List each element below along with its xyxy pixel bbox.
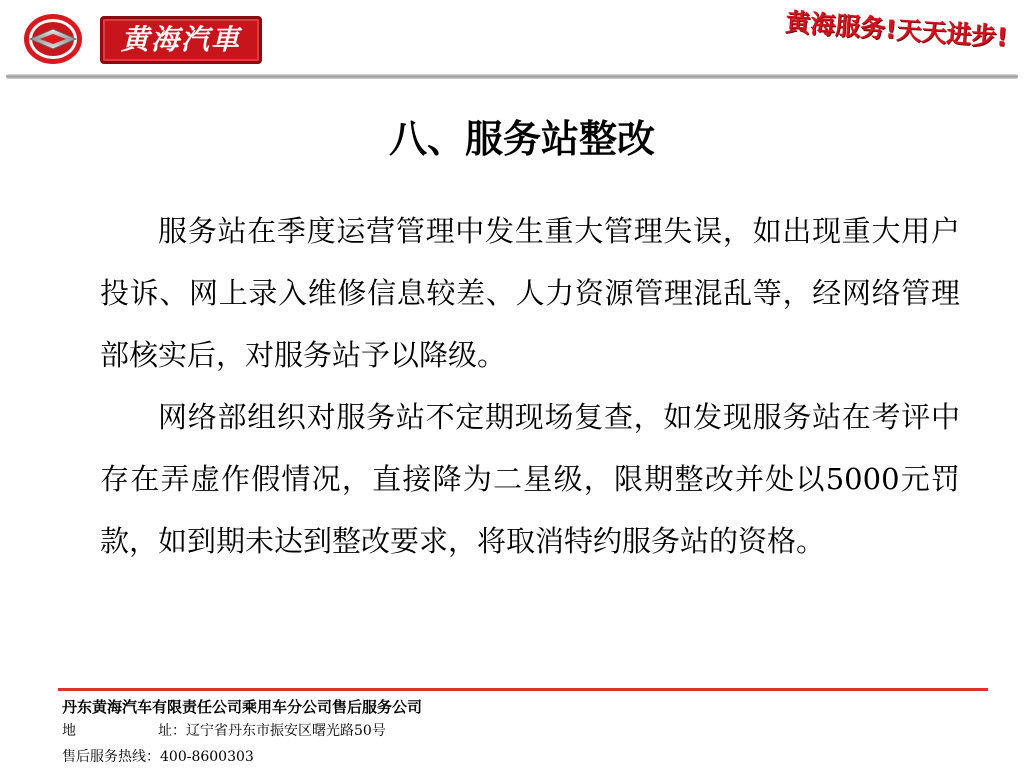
paragraph-1: 服务站在季度运营管理中发生重大管理失误，如出现重大用户投诉、网上录入维修信息较差、人力资源管理混乱等，经网络管理部核实后，对服务站予以降级。: [100, 214, 960, 372]
slide-body: [100, 200, 960, 572]
footer-divider: [58, 688, 988, 691]
hotline-value: 400-8600303: [160, 749, 254, 765]
slide-footer: [62, 696, 422, 770]
brand-logo-text: 黄海汽車: [100, 16, 262, 64]
slogan-part1: 黄海服务!: [784, 7, 898, 45]
hotline-label: 售后服务热线：: [62, 749, 160, 765]
footer-hotline: [62, 744, 422, 770]
slogan: [784, 3, 1009, 54]
footer-company: 丹东黄海汽车有限责任公司乘用车分公司售后服务公司: [62, 698, 423, 716]
slogan-part2: 天天进步!: [895, 15, 1009, 52]
header-divider: [6, 74, 1018, 79]
address-value: 辽宁省丹东市振安区曙光路50号: [186, 723, 386, 739]
address-label-a: 地: [62, 723, 76, 739]
address-label-b: 址：: [158, 723, 186, 739]
paragraph-2: 网络部组织对服务站不定期现场复查，如发现服务站在考评中存在弄虚作假情况，直接降为二星级，限期整改并处以5000元罚款，如到期未达到整改要求，将取消特约服务站的资格。: [100, 400, 960, 558]
footer-address: [62, 718, 422, 744]
slide-title: 八、服务站整改: [388, 117, 655, 161]
slide-header: [0, 0, 1024, 80]
huanghai-emblem-icon: [22, 12, 84, 66]
